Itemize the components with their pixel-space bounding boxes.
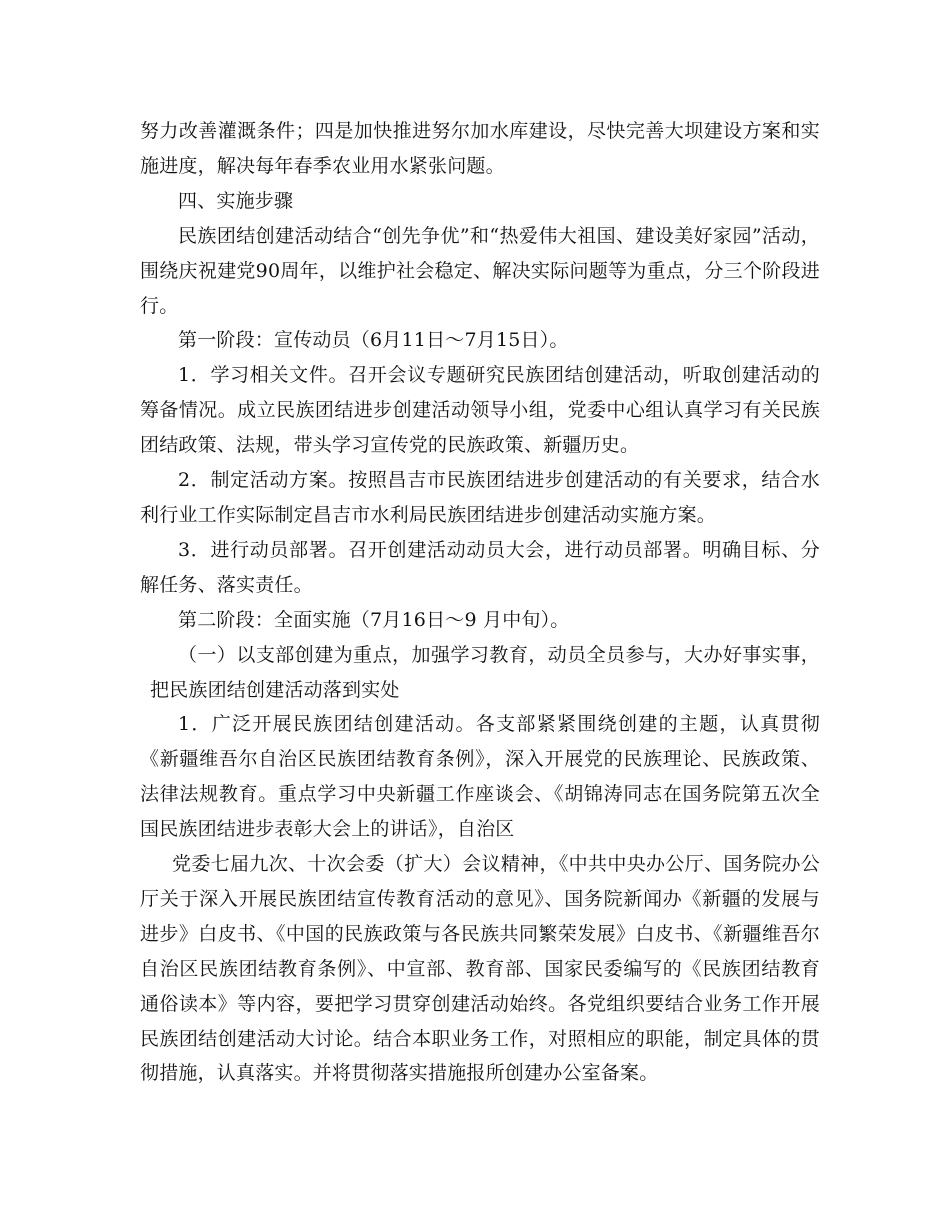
paragraph-study-documents: 1．学习相关文件。召开会议专题研究民族团结创建活动，听取创建活动的筹备情况。成立民族团结进步创建活动领导小组，党委中心组认真学习有关民族团结政策、法规，带头学习宣传党的民族政策、新疆历史。 — [140, 364, 820, 457]
paragraph-unity-activities: 1．广泛开展民族团结创建活动。各支部紧紧围绕创建的主题，认真贯彻《新疆维吾尔自治区民族团结教育条例》，深入开展党的民族理论、民族政策、法律法规教育。重点学习中央新疆工作座谈会、《胡锦涛同志在国务院第五次全国民族团结进步表彰大会上的讲话》，自治区 — [140, 713, 820, 841]
section-heading-implementation-steps: 四、实施步骤 — [178, 189, 294, 212]
paragraph-activity-overview: 民族团结创建活动结合“创先争优”和“热爱伟大祖国、建设美好家园”活动，围绕庆祝建党90周年，以维护社会稳定、解决实际问题等为重点，分三个阶段进行。 — [140, 224, 820, 317]
document-body — [140, 114, 820, 1091]
paragraph-unity-activities-continued: 党委七届九次、十次会委（扩大）会议精神，《中共中央办公厅、国务院办公厅关于深入开展民族团结宣传教育活动的意见》、国务院新闻办《新疆的发展与进步》白皮书、《中国的民族政策与各民族共同繁荣发展》白皮书、《新疆维吾尔自治区民族团结教育条例》、中宣部、教育部、国家民委编写的《民族团结教育通俗读本》等内容，要把学习贯穿创建活动始终。各党组织要结合业务工作开展民族团结创建活动大讨论。结合本职业务工作，对照相应的职能，制定具体的贯彻措施，认真落实。并将贯彻落实措施报所创建办公室备案。 — [140, 853, 820, 1085]
stage-one-heading: 第一阶段：宣传动员（6月11日～7月15日）。 — [178, 329, 569, 352]
stage-two-heading: 第二阶段：全面实施（7月16日～9 月中旬）。 — [178, 608, 570, 631]
paragraph-activity-plan: 2．制定活动方案。按照昌吉市民族团结进步创建活动的有关要求，结合水利行业工作实际制定昌吉市水利局民族团结进步创建活动实施方案。 — [140, 469, 820, 526]
paragraph-mobilization: 3．进行动员部署。召开创建活动动员大会，进行动员部署。明确目标、分解任务、落实责任。 — [140, 538, 820, 596]
subsection-heading-branch-creation: （一）以支部创建为重点，加强学习教育，动员全员参与，大办好事实事，把民族团结创建活动落到实处 — [150, 643, 820, 701]
paragraph-irrigation: 努力改善灌溉条件；四是加快推进努尔加水库建设，尽快完善大坝建设方案和实施进度，解决每年春季农业用水紧张问题。 — [140, 120, 820, 177]
